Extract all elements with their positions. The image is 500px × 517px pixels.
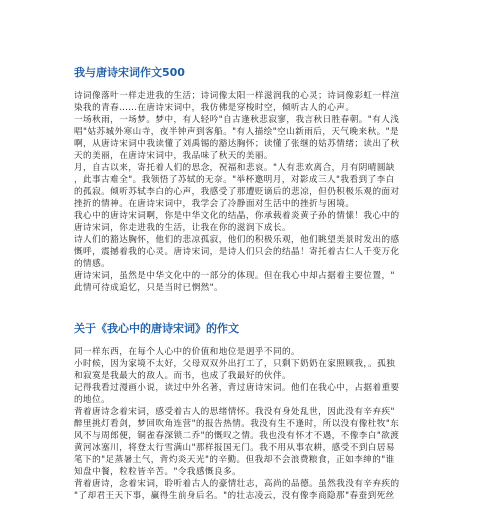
text-line: 唱"姑苏城外寒山寺，夜半钟声到客船。"有人描绘"空山新雨后，天气晚来秋。"是 [74,127,400,137]
text-line: 同一样东西，在每个人心中的价值和地位是迥乎不同的。 [74,347,301,357]
text-line: 的地位。 [74,395,111,405]
text-line: 诗词像落叶一样走进我的生活；诗词像太阳一样滋润我的心灵；诗词像彩虹一样渲 [74,91,400,101]
text-line: 风不与周郎便，铜雀春深锁二乔"的慨叹之情。我也没有怀才不遇，不像李白"欲渡 [74,431,400,441]
text-line: 慨呼，震撼着我的心灵。唐诗宋词，是诗人们只会的结晶！寄托着古仁人千变万化 [74,247,400,257]
text-line: 染我的青春……在唐诗宋词中，我仿佛是穿梭时空，倾听古人的心声。 [74,103,355,113]
text-line: 知盘中餐，粒粒皆辛苦。"令我感慨良多。 [74,467,242,477]
text-line: 啊，从唐诗宋词中我读懂了刘禹锡的豁达胸怀；读懂了张继的姑苏情绪；读出了秋 [74,139,400,149]
article-body-2 [74,346,434,502]
text-line: 记得我看过漫画小说，读过中外名著，背过唐诗宋词。他们在我心中，占据着重要 [74,383,400,393]
text-line: 背着唐诗念着宋词，感受着古人的思绪情怀。我没有身处乱世，因此没有辛弃疾" [74,407,395,417]
text-line: 诗人们的豁达胸怀，他们的悲凉孤寂，他们的积极乐观，他们眺望美景时发出的感 [74,235,400,245]
text-line: 月，自古以来，寄托着人们的思念，祝福和悲哀。"人有悲欢离合，月有阴晴圆缺 [74,163,395,173]
text-line: 和寂寞是我最大的敌人。而书，也成了我最好的伙伴。 [74,371,292,381]
text-line: "了却君王天下事，赢得生前身后名。"的壮志凌云，没有像李商隐那"春蚕到死丝 [74,491,395,501]
text-line: 唐诗宋词，你走进我的生活，让我在你的滋润下成长。 [74,223,292,233]
text-line: 挫折的情神。在唐诗宋词中，我学会了冷静面对生活中的挫折与困境。 [74,199,355,209]
article-title-1: 我与唐诗宋词作文500 [74,66,185,79]
text-line: 背着唐诗，念着宋词，聆听着古人的豪情壮志，高尚的品德。虽然我没有辛弃疾的 [74,479,400,489]
article-title-2: 关于《我心中的唐诗宋词》的作文 [74,322,239,335]
text-line: 的情感。 [74,259,111,269]
text-line: 唐诗宋词，虽然是中华文化中的一部分的体现。但在我心中却占据着主要位置，" [74,271,395,281]
text-line: 此情可待成追忆，只是当时已惘然"。 [74,283,224,293]
text-line: 的孤寂。倾听苏轼李白的心声，我感受了那遭贬谪后的悲凉，但仍积极乐观的面对 [74,187,400,197]
text-line: 一场秋雨，一场梦。梦中，有人轻吟"自古逢秋悲寂寥，我言秋日胜春朝。"有人浅 [74,115,400,125]
text-line: 小时候，因为家境不太好，父母双双外出打工了，只剩下奶奶在家照顾我，。孤独 [74,359,396,369]
text-line: 笔下的"足蒸暑土气，背灼炎天光"的辛勤。但我却不会浪费粮食，正如李绅的"谁 [74,455,395,465]
text-line: ，此事古难全"。我领悟了苏轼的无奈。"举杯邀明月，对影成三人"我看到了李白 [74,175,395,185]
article-body-1 [74,90,434,294]
text-line: 我心中的唐诗宋词啊，你是中华文化的结晶，你承载着炎黄子孙的情愫！我心中的 [74,211,400,221]
text-line: 天的美丽，在唐诗宋词中，我品味了秋天的美丽。 [74,151,273,161]
text-line: 醉里挑灯看剑，梦回吹角连营"的报告热情。我没有生不逢时，所以没有像杜牧"东 [74,419,400,429]
text-line: 黄河冰塞川，将登太行雪满山"那样报国无门。我不用从事农耕，感受不到白居易 [74,443,395,453]
